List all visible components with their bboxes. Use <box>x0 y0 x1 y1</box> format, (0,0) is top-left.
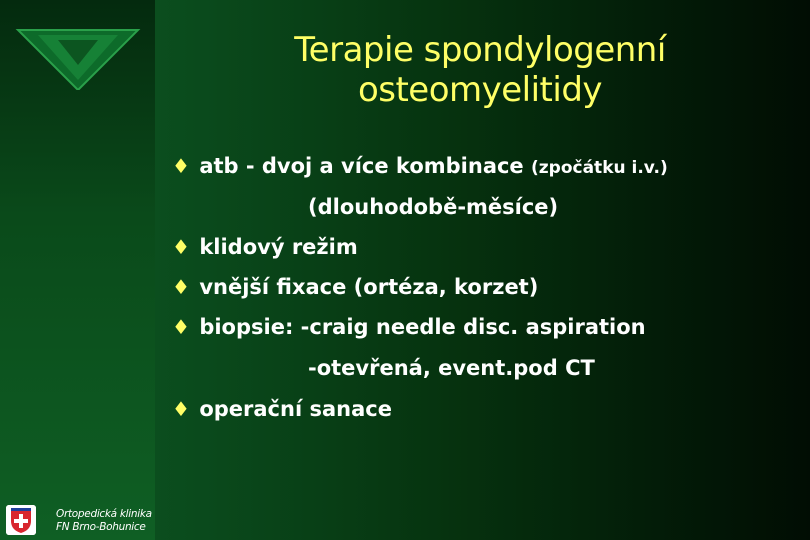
list-item-continuation <box>172 350 595 386</box>
list-item <box>172 269 538 305</box>
item-text: (dlouhodobě-měsíce) <box>308 195 559 219</box>
list-item-continuation <box>172 189 558 225</box>
item-text: biopsie: -craig needle disc. aspiration <box>199 315 646 339</box>
footer-caption <box>56 508 152 534</box>
item-text: atb - dvoj a více kombinace <box>199 154 531 178</box>
title-line-2: osteomyelitidy <box>357 70 603 110</box>
item-text: vnější fixace (ortéza, korzet) <box>199 275 539 299</box>
triangle-logo-icon <box>8 0 148 90</box>
item-note: (zpočátku i.v.) <box>531 158 668 178</box>
title-line-1: Terapie spondylogenní <box>294 30 666 70</box>
diamond-bullet-icon: ♦ <box>172 154 190 178</box>
footer-line-1: Ortopedická klinika <box>56 508 152 520</box>
diamond-bullet-icon: ♦ <box>172 275 190 299</box>
item-text: operační sanace <box>199 397 392 421</box>
item-text: klidový režim <box>199 235 358 259</box>
list-item <box>172 391 392 427</box>
sidebar <box>0 0 155 540</box>
list-item <box>172 229 358 265</box>
diamond-bullet-icon: ♦ <box>172 397 190 421</box>
list-item <box>172 309 646 345</box>
diamond-bullet-icon: ♦ <box>172 315 190 339</box>
item-text: -otevřená, event.pod CT <box>308 356 595 380</box>
slide-title <box>250 30 710 110</box>
footer-line-2: FN Brno-Bohunice <box>56 521 146 533</box>
diamond-bullet-icon: ♦ <box>172 235 190 259</box>
clinic-badge-icon <box>6 505 36 535</box>
list-item <box>172 148 668 184</box>
